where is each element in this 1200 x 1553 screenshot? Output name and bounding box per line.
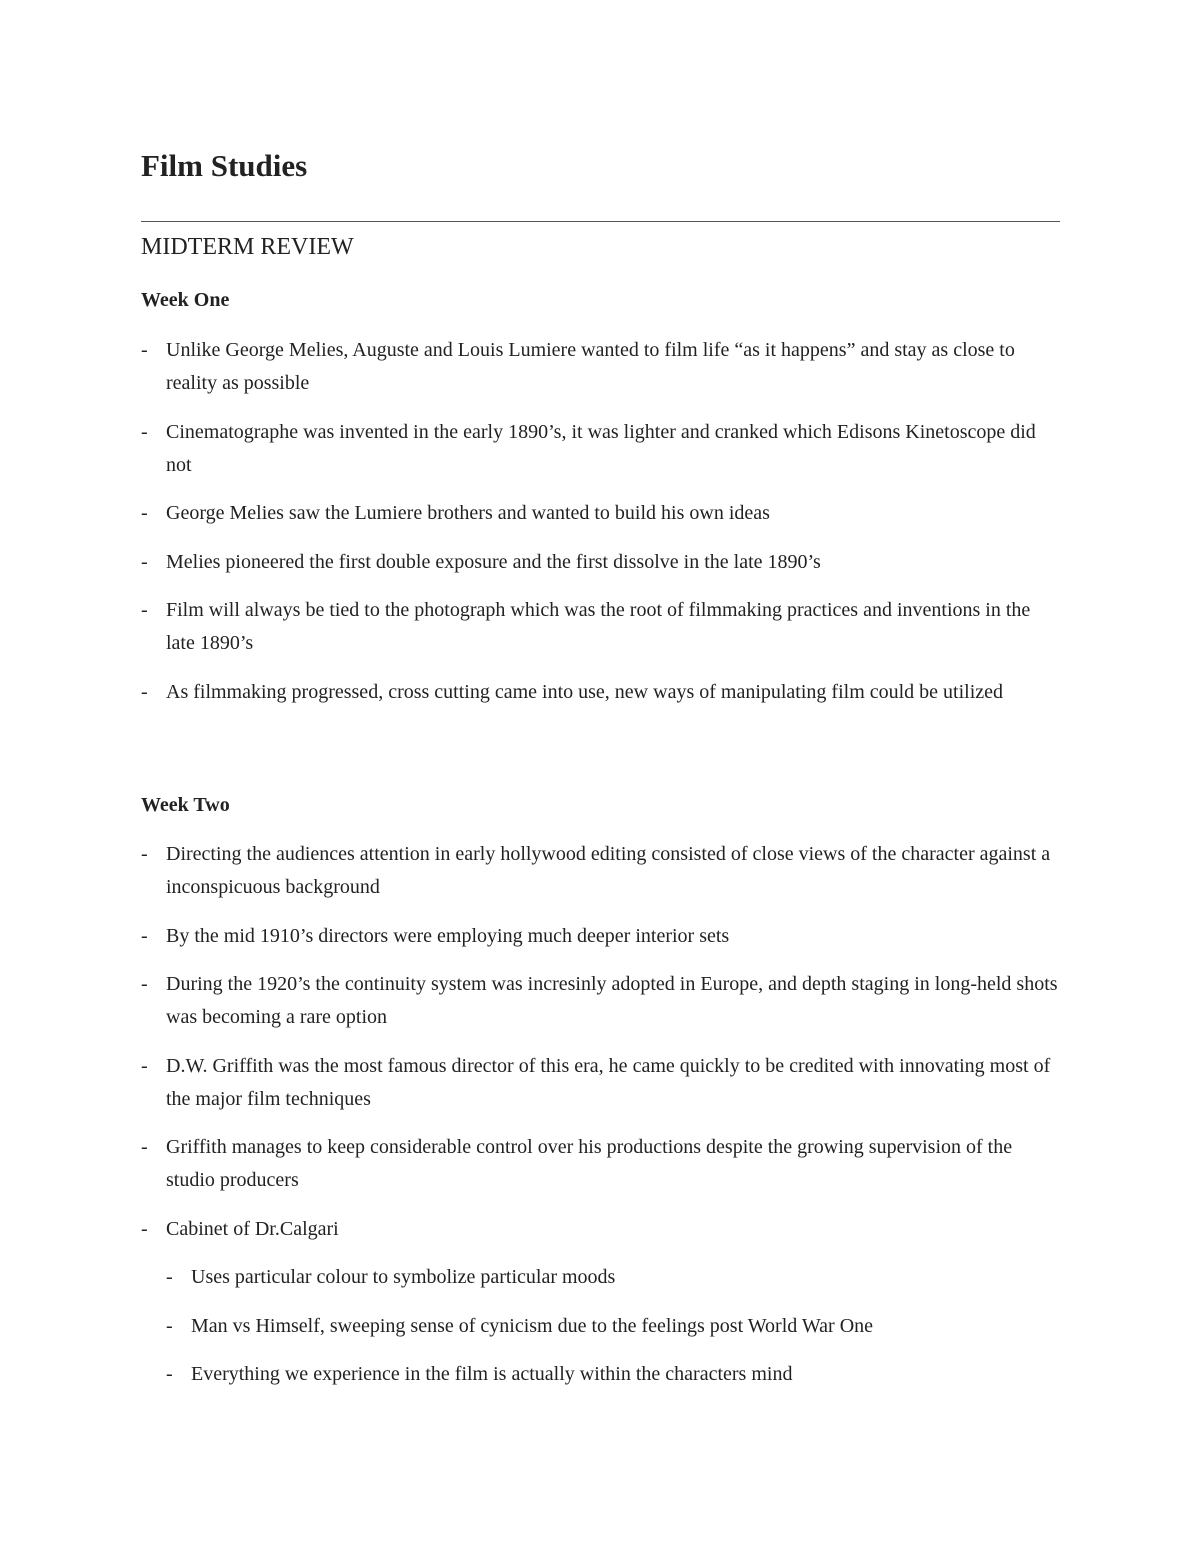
section-heading-week-one: Week One xyxy=(141,289,230,311)
list-item-text: Cabinet of Dr.Calgari xyxy=(166,1217,339,1240)
list-item xyxy=(141,1050,1060,1116)
section-heading-week-two: Week Two xyxy=(141,794,230,816)
list-item xyxy=(141,497,1060,530)
list-item-text: Uses particular colour to symbolize particular moods xyxy=(191,1266,616,1288)
list-item-text: Griffith manages to keep considerable control over his productions despite the growing supervision of the studio producers xyxy=(166,1136,1013,1191)
list-item xyxy=(141,1213,1060,1246)
bullet-dash: - xyxy=(141,550,148,573)
list-item-text: Everything we experience in the film is actually within the characters mind xyxy=(191,1363,793,1385)
bullet-dash: - xyxy=(141,502,148,524)
sub-list-item xyxy=(166,1310,1060,1343)
week-two-list xyxy=(141,838,1060,1407)
list-item xyxy=(141,594,1060,660)
document-subtitle: MIDTERM REVIEW xyxy=(141,234,354,260)
list-item xyxy=(141,676,1060,709)
list-item-text: Unlike George Melies, Auguste and Louis Lumiere wanted to film life “as it happens” and stay as close to reality as possible xyxy=(166,339,1015,394)
bullet-dash: - xyxy=(166,1363,173,1385)
list-item xyxy=(141,416,1060,482)
title-divider xyxy=(141,221,1060,222)
list-item xyxy=(141,968,1060,1034)
bullet-dash: - xyxy=(141,1217,148,1240)
list-item-text: Film will always be tied to the photograph which was the root of filmmaking practices and inventions in the late 1890’s xyxy=(166,599,1031,654)
week-one-list xyxy=(141,334,1060,724)
bullet-dash: - xyxy=(141,420,148,443)
bullet-dash: - xyxy=(141,1054,148,1077)
bullet-dash: - xyxy=(141,339,148,361)
bullet-dash: - xyxy=(141,973,148,995)
list-item-text: Melies pioneered the first double exposure and the first dissolve in the late 1890’s xyxy=(166,550,821,573)
list-item-text: By the mid 1910’s directors were employing much deeper interior sets xyxy=(166,924,730,947)
list-item xyxy=(141,920,1060,953)
bullet-dash: - xyxy=(141,599,148,621)
list-item xyxy=(141,1131,1060,1197)
bullet-dash: - xyxy=(141,843,148,865)
list-item xyxy=(141,546,1060,579)
list-item-text: George Melies saw the Lumiere brothers and wanted to build his own ideas xyxy=(166,502,770,524)
list-item-text: D.W. Griffith was the most famous director of this era, he came quickly to be credited with innovating most of the major film techniques xyxy=(166,1054,1051,1110)
list-item-text: As filmmaking progressed, cross cutting came into use, new ways of manipulating film could be utilized xyxy=(166,680,1004,703)
bullet-dash: - xyxy=(141,924,148,947)
list-item-text: Directing the audiences attention in early hollywood editing consisted of close views of the character against a inconspicuous background xyxy=(166,843,1051,898)
bullet-dash: - xyxy=(166,1266,173,1288)
document-title: Film Studies xyxy=(141,148,308,183)
list-item xyxy=(141,334,1060,400)
sub-list-item xyxy=(166,1261,1060,1294)
list-item-text: During the 1920’s the continuity system was incresinly adopted in Europe, and depth staging in long-held shots was becoming a rare option xyxy=(166,973,1058,1028)
sub-list-item xyxy=(166,1358,1060,1391)
list-item-text: Man vs Himself, sweeping sense of cynicism due to the feelings post World War One xyxy=(191,1314,874,1337)
bullet-dash: - xyxy=(166,1314,173,1337)
bullet-dash: - xyxy=(141,1136,148,1158)
bullet-dash: - xyxy=(141,680,148,703)
list-item-text: Cinematographe was invented in the early 1890’s, it was lighter and cranked which Edisons Kinetoscope did not xyxy=(166,420,1036,476)
list-item xyxy=(141,838,1060,904)
